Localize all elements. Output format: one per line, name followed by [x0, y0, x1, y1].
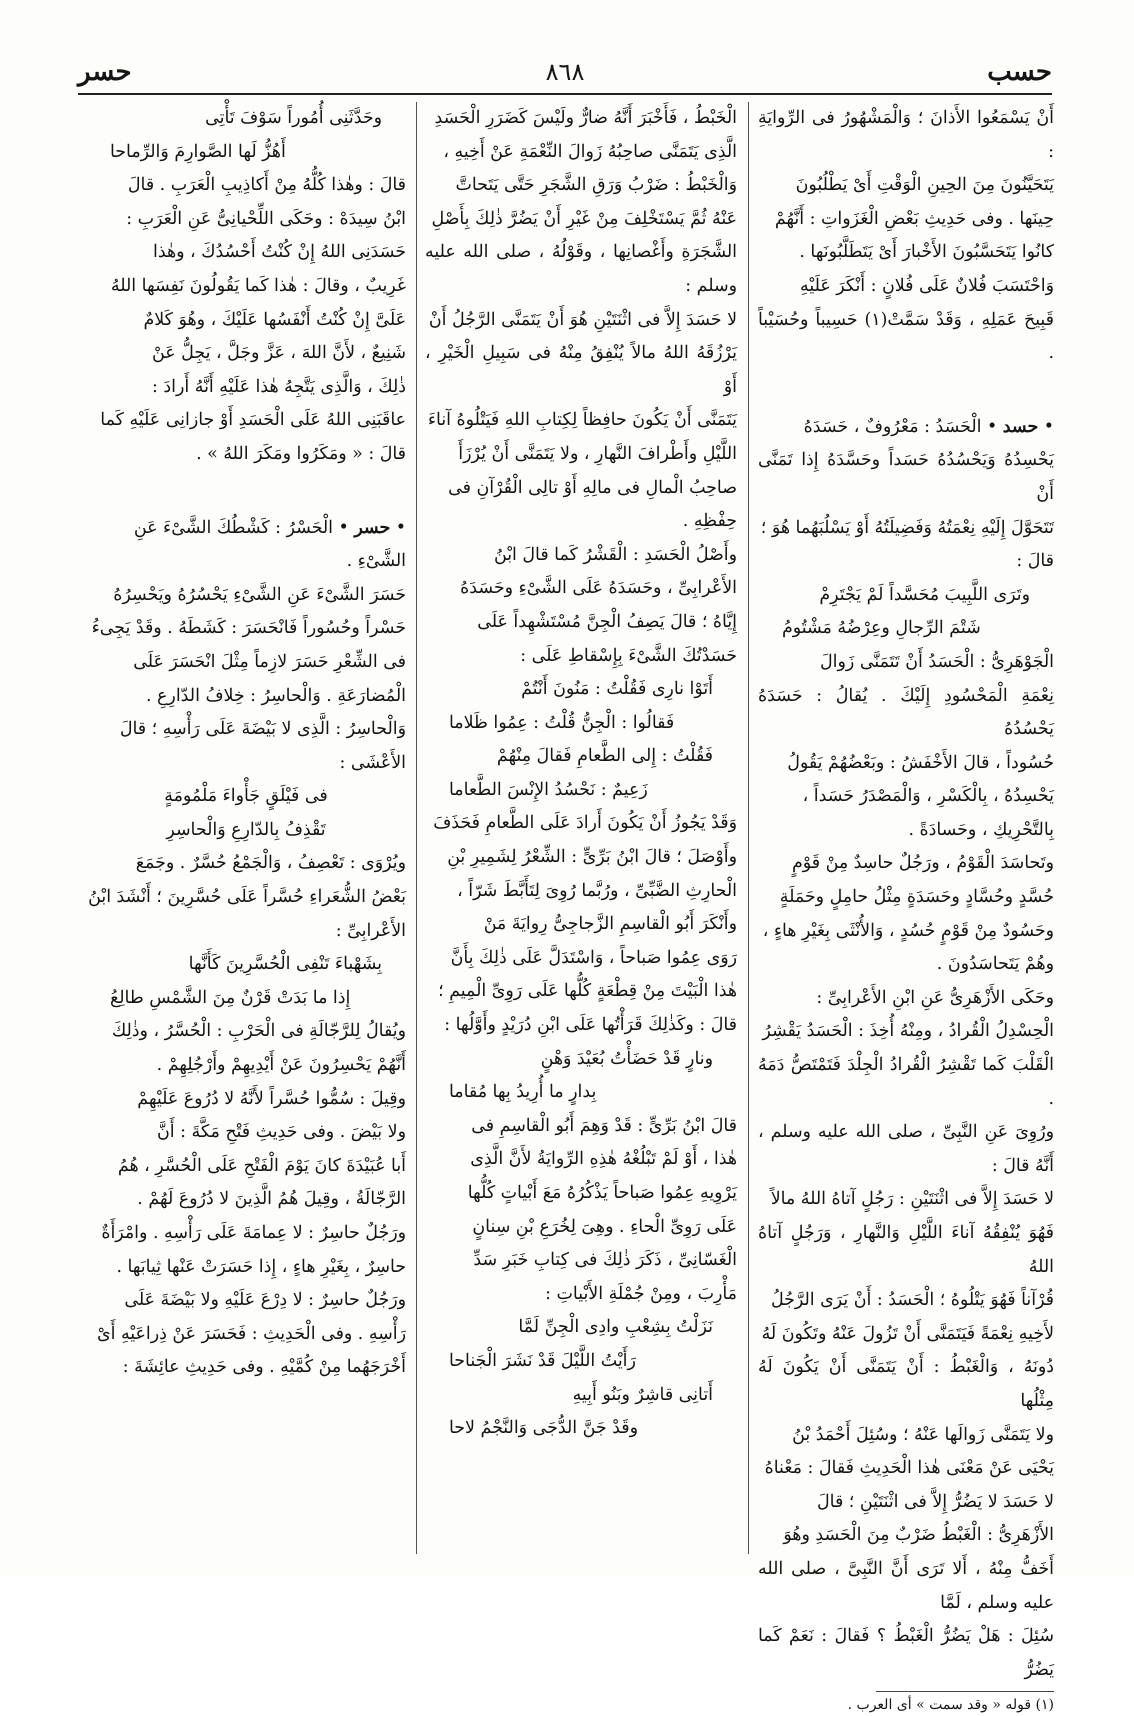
text-line: وحَسُودٌ مِنْ قَوْمٍ حُسُدٍ ، وَالأُنْثَى بِغَيْرِ هاءٍ ،	[762, 920, 1054, 941]
verse-line: بِدارٍ ما أُرِيدُ بِها مُقاما	[449, 1082, 597, 1103]
verse-line: أَتانِى قاشِرٌ وبَنُو أَبِيهِ	[572, 1384, 713, 1405]
text-line: وَقَدْ يَجُوزُ أَنْ يَكُونَ أَرادَ عَلَى الطَّعامِ فَحَذَفَ	[433, 813, 737, 834]
text-line: تَتَحَوَّلَ إِلَيْهِ نِعْمَتُهُ وَفَضِيلَتُهُ أَوْ يَسْلُبَهُما هُوَ ؛	[760, 517, 1054, 538]
text-line: نِعْمَةِ الْمَحْسُودِ إِلَيْكَ . يُقالُ : حَسَدَهُ يَحْسُدُهُ	[758, 685, 1054, 740]
text-line: سُئِلَ : هَلْ يَضُرُّ الْغَبْطُ ؟ فَقالَ : نَعَمْ كَما يَضُرُّ	[758, 1626, 1054, 1680]
text-line: الْخَبْطُ ، فَأَخْبَرَ أَنَّهُ ضارٌّ ولَيْسَ كَضَرَرِ الْحَسَدِ	[434, 108, 737, 128]
text-line: وقِيلَ : سُمُّوا حُسَّراً لأَنَّهُ لا دُرُوعَ عَلَيْهِمْ	[137, 1088, 406, 1109]
text-line: بَعْضُ الشُّعَراءِ حُسَّراً عَلَى حُسَّرِينَ ؛ أَنْشَدَ ابْنُ	[88, 887, 406, 908]
text-line: أَبا عُبَيْدَةَ كانَ يَوْمَ الْفَتْحِ عَلَى الْحُسَّرِ ، هُمُ	[117, 1155, 406, 1176]
column-divider	[748, 102, 749, 1554]
text-line: الرَّجّالَةُ ، وقِيلَ هُمُ الَّذِينَ لا دُرُوعَ لَهُمْ .	[137, 1189, 406, 1210]
text-line: شَنِيعٌ ، لأَنَّ اللهَ ، عَزَّ وجَلَّ ، يَجِلُّ عَنْ	[152, 343, 406, 364]
footnote-rule	[876, 1691, 1054, 1692]
text-line: الأَعْرابِىِّ :	[335, 920, 406, 941]
text-line: عاقَبَنِى اللهُ عَلَى الْحَسَدِ أَوْ جازانِى عَلَيْهِ كَما	[100, 410, 406, 431]
column-left	[86, 102, 406, 1554]
text-line: الْحارِثِ الضَّبِّىِّ ، ورُبَّما رُوِىَ لِتَأَبَّطَ شَرّاً ،	[457, 880, 737, 901]
text-line: لا حَسَدَ إِلاَّ فى اثْنَتَيْنِ : رَجُلٍ آتاهُ اللهُ مالاً	[770, 1189, 1054, 1210]
text-line: دُونَهُ ، وَالْغَبْطُ : أَنْ يَتَمَنَّى أَنْ يَكُونَ لَهُ مِثْلُها	[758, 1357, 1054, 1411]
text-line: حَسَدْتُكَ الشَّىْءَ بِإِسْقاطِ عَلَى :	[520, 645, 737, 666]
text-line: الْغَسّانِىِّ ، ذَكَرَ ذٰلِكَ فى كِتابِ خَبَرِ سَدِّ	[473, 1250, 737, 1271]
text-line: لا حَسَدَ لا يَضُرُّ إِلاَّ فى اثْنَتَيْنِ ؛ قالَ	[817, 1491, 1054, 1512]
text-line: وَالْخَبْطُ : ضَرْبُ وَرَقِ الشَّجَرِ حَتَّى يَتَحاتَّ	[455, 175, 737, 196]
text-line: قالَ ابْنُ بَرِّىٍّ : قَدْ وَهِمَ أَبُو الْقاسِمِ فى	[471, 1115, 737, 1136]
page-header	[78, 54, 1052, 90]
text-line: هٰذا الْبَيْتَ مِنْ قِطْعَةٍ كُلُّها عَلَى رَوِىِّ الْمِيمِ ؛	[438, 981, 737, 1002]
text-line: أَخْرَجَهُما مِنْ كُمَّيْهِ . وفى حَدِيثِ عائِشَةَ :	[122, 1357, 406, 1378]
text-line: قالَ :	[1016, 551, 1054, 572]
verse-line: وحَدَّثَنِى أُمُوراً سَوْفَ تَأْتِى	[205, 108, 382, 128]
verse-line: ونارٍ قَدْ حَضَأْتُ بُعَيْدَ وَهْنٍ	[540, 1048, 713, 1069]
text-line: قالَ : وكَذٰلِكَ قَرَأْتُها عَلَى ابْنِ دُرَيْدٍ وأَوَّلُها :	[444, 1015, 737, 1036]
text-line: ولا بَيْضَ . وفى حَدِيثِ فَتْحِ مَكَّةَ : أَنَّ	[157, 1122, 406, 1143]
text-line: الْقَلْبَ كَما تَقْشِرُ الْقُرادُ الْجِلْدَ فَتَمْتَصُّ دَمَهُ .	[758, 1055, 1054, 1109]
column-right	[758, 102, 1054, 1714]
entry-headword: حسد	[1002, 416, 1039, 437]
text-line: الشَّجَرَةِ وأَغْصانِها ، وقَوْلُهُ ، صلى الله عليه وسلم :	[425, 242, 737, 296]
text-line: حاسِرٌ ، بِغَيْرِ هاءٍ ، إِذا حَسَرَتْ عَنْها ثِيابَها .	[116, 1256, 406, 1277]
text-line: ورَجُلٌ حاسِرٌ : لا دِرْعَ عَلَيْهِ ولا بَيْضَةَ عَلَى	[124, 1290, 406, 1311]
text-line: ويُرْوَى : تَعْصِفُ ، وَالْجَمْعُ حُسَّرٌ . وجَمَعَ	[135, 853, 406, 874]
entry-gap	[758, 371, 1054, 411]
verse-line: بِشَهْباءَ تَنْفِى الْحُسَّرِينَ كَأَنَّها	[188, 954, 382, 975]
text-line: اللَّيْلِ وأَطْرافَ النَّهارِ ، ولا يَتَمَنَّى أَنْ يُرْزَأَ	[458, 443, 737, 464]
text-line: لأَخِيهِ نِعْمَةً فَيَتَمَنَّى أَنْ تَزُولَ عَنْهُ وتَكُونَ لَهُ	[761, 1323, 1054, 1344]
text-line: ويُقالُ لِلرَّجّالَةِ فى الْحَرْبِ : الْحُسَّرُ ، وذٰلِكَ	[111, 1021, 406, 1042]
text-line: الْمُضارَعَةِ . وَالْحاسِرُ : خِلافُ الدّارِعِ .	[146, 685, 406, 706]
entry-line: • حسد • الْحَسَدُ : مَعْرُوفٌ ، حَسَدَهُ	[803, 416, 1054, 437]
text-line: حُسَّدٍ وحُسَّادٍ وحَسَدَةٍ مِثْلُ حامِلٍ وحَمَلَةٍ	[779, 887, 1054, 908]
text-line: ذٰلِكَ ، وَالَّذِى يَتَّجِهُ هٰذا عَلَيْهِ أَنَّهُ أَرادَ :	[152, 376, 406, 397]
header-right-word: حسب	[987, 57, 1052, 87]
text-line: إِيَّاهُ ؛ قالَ يَصِفُ الْجِنَّ مُسْتَشْهِداً عَلَى	[477, 611, 737, 632]
text-line: يَتَمَنَّى أَنْ يَكُونَ حافِظاً لِكِتابِ اللهِ فَيَتْلُوهُ آناءَ	[427, 410, 737, 431]
text-line: وحَكَى الأَزْهَرِىُّ عَنِ ابْنِ الأَعْرابِىِّ :	[816, 987, 1054, 1008]
text-line: هٰذا ، أَوْ لَمْ تَبْلُغْهُ هٰذِهِ الرِّوايَةُ لأَنَّ الَّذِى	[470, 1149, 737, 1170]
text-line: الَّذِى يَتَمَنَّى صاحِبُهُ زَوالَ النِّعْمَةِ عَنْ أَخِيهِ ،	[443, 141, 737, 162]
text-line: مَأْرِبَ ، ومِنْ جُمْلَةِ الأَبْياتِ :	[545, 1283, 737, 1304]
verse-line: فَقُلْتُ : إِلى الطَّعامِ فَقالَ مِنْهُمْ	[496, 746, 713, 767]
text-line: بِالتَّحْرِيكِ ، وحَسادَةً .	[908, 819, 1054, 840]
text-line: حَسْراً وحُسُوراً فَانْحَسَرَ : كَشَطَهُ . وقَدْ يَجِىءُ	[91, 618, 406, 639]
entry-gap	[86, 472, 406, 512]
verse-line: شَتْمَ الرِّجالِ وعِرْضُهُ مَشْتُومُ	[782, 618, 981, 639]
entry-line: • حسر • الْحَسْرُ : كَشْطُكَ الشَّىْءَ عَنِ	[133, 517, 406, 538]
text-line: يَحْسِدُهُ ، بِالْكَسْرِ ، وَالْمَصْدَرُ حَسَداً ،	[802, 786, 1054, 807]
text-line: وَالْحاسِرُ : الَّذِى لا بَيْضَةَ عَلَى رَأْسِهِ ؛ قالَ	[119, 719, 406, 740]
header-rule	[78, 93, 1052, 95]
text-line: الْحَسْرُ : كَشْطُكَ الشَّىْءَ عَنِ	[133, 517, 333, 538]
text-line: حُسُوداً ، قالَ الأَخْفَشُ : وبَعْضُهُمْ يَقُولُ	[787, 752, 1054, 773]
text-line: حِينَها . وفى حَدِيثِ بَعْضِ الْغَزَواتِ : أَنَّهُمْ	[774, 208, 1054, 229]
text-line: الْجَوْهَرِىُّ : الْحَسَدُ أَنْ تَتَمَنَّى زَوالَ	[820, 651, 1054, 672]
text-line: ورُوِىَ عَنِ النَّبِىِّ ، صلى الله عليه وسلم ، أَنَّهُ قالَ :	[758, 1122, 1054, 1176]
text-line: وأَصْلُ الْحَسَدِ : الْقَشْرُ كَما قالَ ابْنُ	[493, 544, 737, 565]
column-divider	[416, 102, 417, 1554]
column-middle	[425, 102, 737, 1554]
verse-line: إِذا ما بَدَتْ قَرْنٌ مِنَ الشَّمْسِ طالِعُ	[110, 987, 351, 1008]
text-columns	[80, 102, 1054, 1714]
header-left-word: حسر	[78, 57, 132, 87]
verse-line: رَأَيْتُ اللَّيْلَ قَدْ نَشَرَ الْجَناحا	[449, 1350, 636, 1371]
text-line: أَخَفُّ مِنْهُ ، أَلا تَرَى أَنَّ النَّبِىَّ ، صلى الله عليه وسلم ، لَمَّا	[758, 1558, 1054, 1613]
text-line: وتَحاسَدَ الْقَوْمُ ، ورَجُلٌ حاسِدٌ مِنْ قَوْمٍ	[791, 853, 1054, 874]
text-line: ابْنُ سِيدَهْ : وحَكَى اللِّحْيانِىُّ عَنِ الْعَرَبِ :	[126, 208, 406, 229]
verse-line: أَهُزُّ لَها الصَّوارِمَ وَالرِّماحا	[110, 141, 286, 162]
text-line: قُرْآناً فَهُوَ يَتْلُوهُ ؛ الْحَسَدُ : أَنْ يَرَى الرَّجُلُ	[770, 1290, 1054, 1311]
text-line: يَحْيَى عَنْ مَعْنَى هٰذا الْحَدِيثِ فَقالَ : مَعْناهُ	[764, 1458, 1054, 1479]
text-line: قالَ : وهٰذا كُلُّهُ مِنْ أَكاذِيبِ الْعَرَبِ . قالَ	[127, 175, 406, 196]
text-line: ورَجُلٌ حاسِرٌ : لا عِمامَةَ عَلَى رَأْسِهِ . وامْرَأَةٌ	[101, 1223, 406, 1243]
text-line: عَنْهُ ثُمَّ يَسْتَخْلِفَ مِنْ غَيْرِ أَنْ يَضُرَّ ذٰلِكَ بِأَصْلِ	[431, 208, 737, 229]
text-line: عَلَىَّ إِنْ كُنْتُ أَنْفَسُها عَلَيْكَ ، وهُوَ كَلامٌ	[143, 309, 406, 330]
text-line: أَنَّهُمْ يَحْسِرُونَ عَنْ أَيْدِيهِمْ وأَرْجُلِهِمْ .	[156, 1055, 406, 1076]
text-line: الشَّىْءِ .	[346, 551, 406, 572]
text-line: فى الشِّعْرِ حَسَرَ لازِماً مِثْلَ انْحَسَرَ عَلَى	[133, 651, 406, 672]
verse-line: وقَدْ جَنَّ الدُّجَى وَالنَّجْمُ لاحا	[449, 1418, 638, 1439]
text-line: ولا يَتَمَنَّى زَوالَها عَنْهُ ؛ وسُئِلَ أَحْمَدُ بْنُ	[792, 1424, 1054, 1445]
text-line: لا حَسَدَ إِلاَّ فى اثْنَتَيْنِ هُوَ أَنْ يَتَمَنَّى الرَّجُلُ أَنْ	[428, 309, 737, 330]
verse-line: وتَرَى اللَّبِيبَ مُحَسَّداً لَمْ يَجْتَرِمْ	[819, 584, 1030, 605]
text-line: كانُوا يَتَحَسَّبُونَ الأَخْبارَ أَىْ يَتَطَلَّبُونَها .	[799, 242, 1054, 263]
text-line: وَاحْتَسَبَ فُلانٌ عَلَى فُلانٍ : أَنْكَرَ عَلَيْهِ	[800, 275, 1054, 296]
text-line: حِفْظِهِ .	[682, 511, 737, 532]
text-line: رَوَى عِمُوا صَباحاً ، وَاسْتَدَلَّ عَلَى ذٰلِكَ بِأَنَّ	[450, 947, 737, 968]
text-line: الأَعْشَى :	[339, 752, 406, 773]
text-line: الْحَسَدُ : مَعْرُوفٌ ، حَسَدَهُ	[803, 416, 982, 437]
text-line: يَرْزُقَهُ اللهُ مالاً يُنْفِقُ مِنْهُ فى سَبِيلِ الْخَيْرِ ، أَوْ	[425, 343, 737, 397]
text-line: الأَزْهَرِىُّ : الْغَبْطُ ضَرْبٌ مِنَ الْحَسَدِ وهُوَ	[783, 1525, 1054, 1546]
text-line: غَرِيبٌ ، وقالَ : هٰذا كَما يَقُولُونَ نَفِسَها اللهُ	[110, 275, 406, 296]
verse-line: أَتَوْا نارِى فَقُلْتُ : مَنُونَ أَنْتُمْ	[521, 679, 713, 700]
text-line: صاحِبُ الْمالِ فى مالِهِ أَوْ تالِى الْقُرْآنِ فى	[448, 477, 737, 498]
text-line: يَتَحَيَّنُونَ مِنَ الحِينِ الْوَقْتِ أَىْ يَطْلُبُونَ	[795, 175, 1054, 196]
text-line: حَسَرَ الشَّىْءَ عَنِ الشَّىْءِ يَحْسُرُهُ ويَحْسِرُهُ	[113, 584, 406, 605]
text-line: يَحْسِدُهُ وَيَحْسُدُهُ حَسَداً وحَسَّدَهُ إِذا تَمَنَّى أَنْ	[758, 450, 1054, 504]
footnote: (١) قوله « وقد سمت » أى العرب .	[847, 1697, 1054, 1714]
text-line: وأَوْصَلَ ؛ قالَ ابْنُ بَرِّىٍّ : الشِّعْرُ لِشَمِيرِ بْنِ	[447, 847, 737, 868]
text-line: حَسَدَنِى اللهُ إِنْ كُنْتُ أَحْسُدُكَ ، وهٰذا	[152, 242, 406, 263]
text-line: قالَ : « ومَكَرُوا ومَكَرَ اللهُ » .	[196, 443, 406, 464]
text-line: يَرْوِيهِ عِمُوا صَباحاً يَذْكُرُهُ مَعَ أَبْياتٍ كُلُّها	[467, 1183, 737, 1203]
text-line: عَلَى رَوِىِّ الْحاءِ . وهِىَ لِخُرَعِ بْنِ سِنانٍ	[472, 1216, 737, 1237]
verse-line: نَزَلْتُ بِشِعْبِ وادِى الْجِنِّ لَمَّا	[518, 1317, 713, 1338]
text-line: رَأْسِهِ . وفى الْحَدِيثِ : فَحَسَرَ عَنْ ذِراعَيْهِ أَىْ	[97, 1323, 406, 1344]
text-line: وأَنْكَرَ أَبُو الْقاسِمِ الزَّجاجِىُّ رِوايَةَ مَنْ	[483, 914, 737, 935]
text-line: أَنْ يَسْمَعُوا الأَذانَ ؛ وَالْمَشْهُورُ فى الرِّوايَةِ :	[758, 108, 1054, 162]
verse-line: زَعِيمٌ : نَحْسُدُ الإِنْسَ الطَّعاما	[449, 779, 648, 800]
text-line: الْحِسْدِلُ الْقُرادُ ، ومِنْهُ أُخِذَ : الْحَسَدُ يَقْشِرُ	[762, 1021, 1054, 1042]
text-line: وهُمْ يَتَحاسَدُونَ .	[936, 954, 1054, 975]
text-line: فَهُوَ يُنْفِقُهُ آناءَ اللَّيْلِ وَالنَّهارِ ، وَرَجُلٍ آتاهُ اللهُ	[758, 1223, 1054, 1277]
entry-headword: حسر	[354, 517, 391, 538]
verse-line: تَقْذِفُ بِالدّارِعِ وَالْحاسِرِ	[166, 819, 326, 840]
verse-line: فى فَيْلَقٍ جَأْواءَ مَلْمُومَةٍ	[164, 786, 328, 807]
text-line: قَبِيحَ عَمَلِهِ ، وَقَدْ سَمَّتْ(١) حَسِيباً وحُسَيْباً .	[758, 309, 1054, 364]
page-number: ٨٦٨	[545, 58, 585, 86]
verse-line: فَقالُوا : الْجِنُّ قُلْتُ : عِمُوا ظَلاما	[449, 712, 675, 733]
text-line: الأَعْرابِىِّ ، وحَسَدَهُ عَلَى الشَّىْءِ وحَسَدَهُ	[460, 578, 737, 599]
